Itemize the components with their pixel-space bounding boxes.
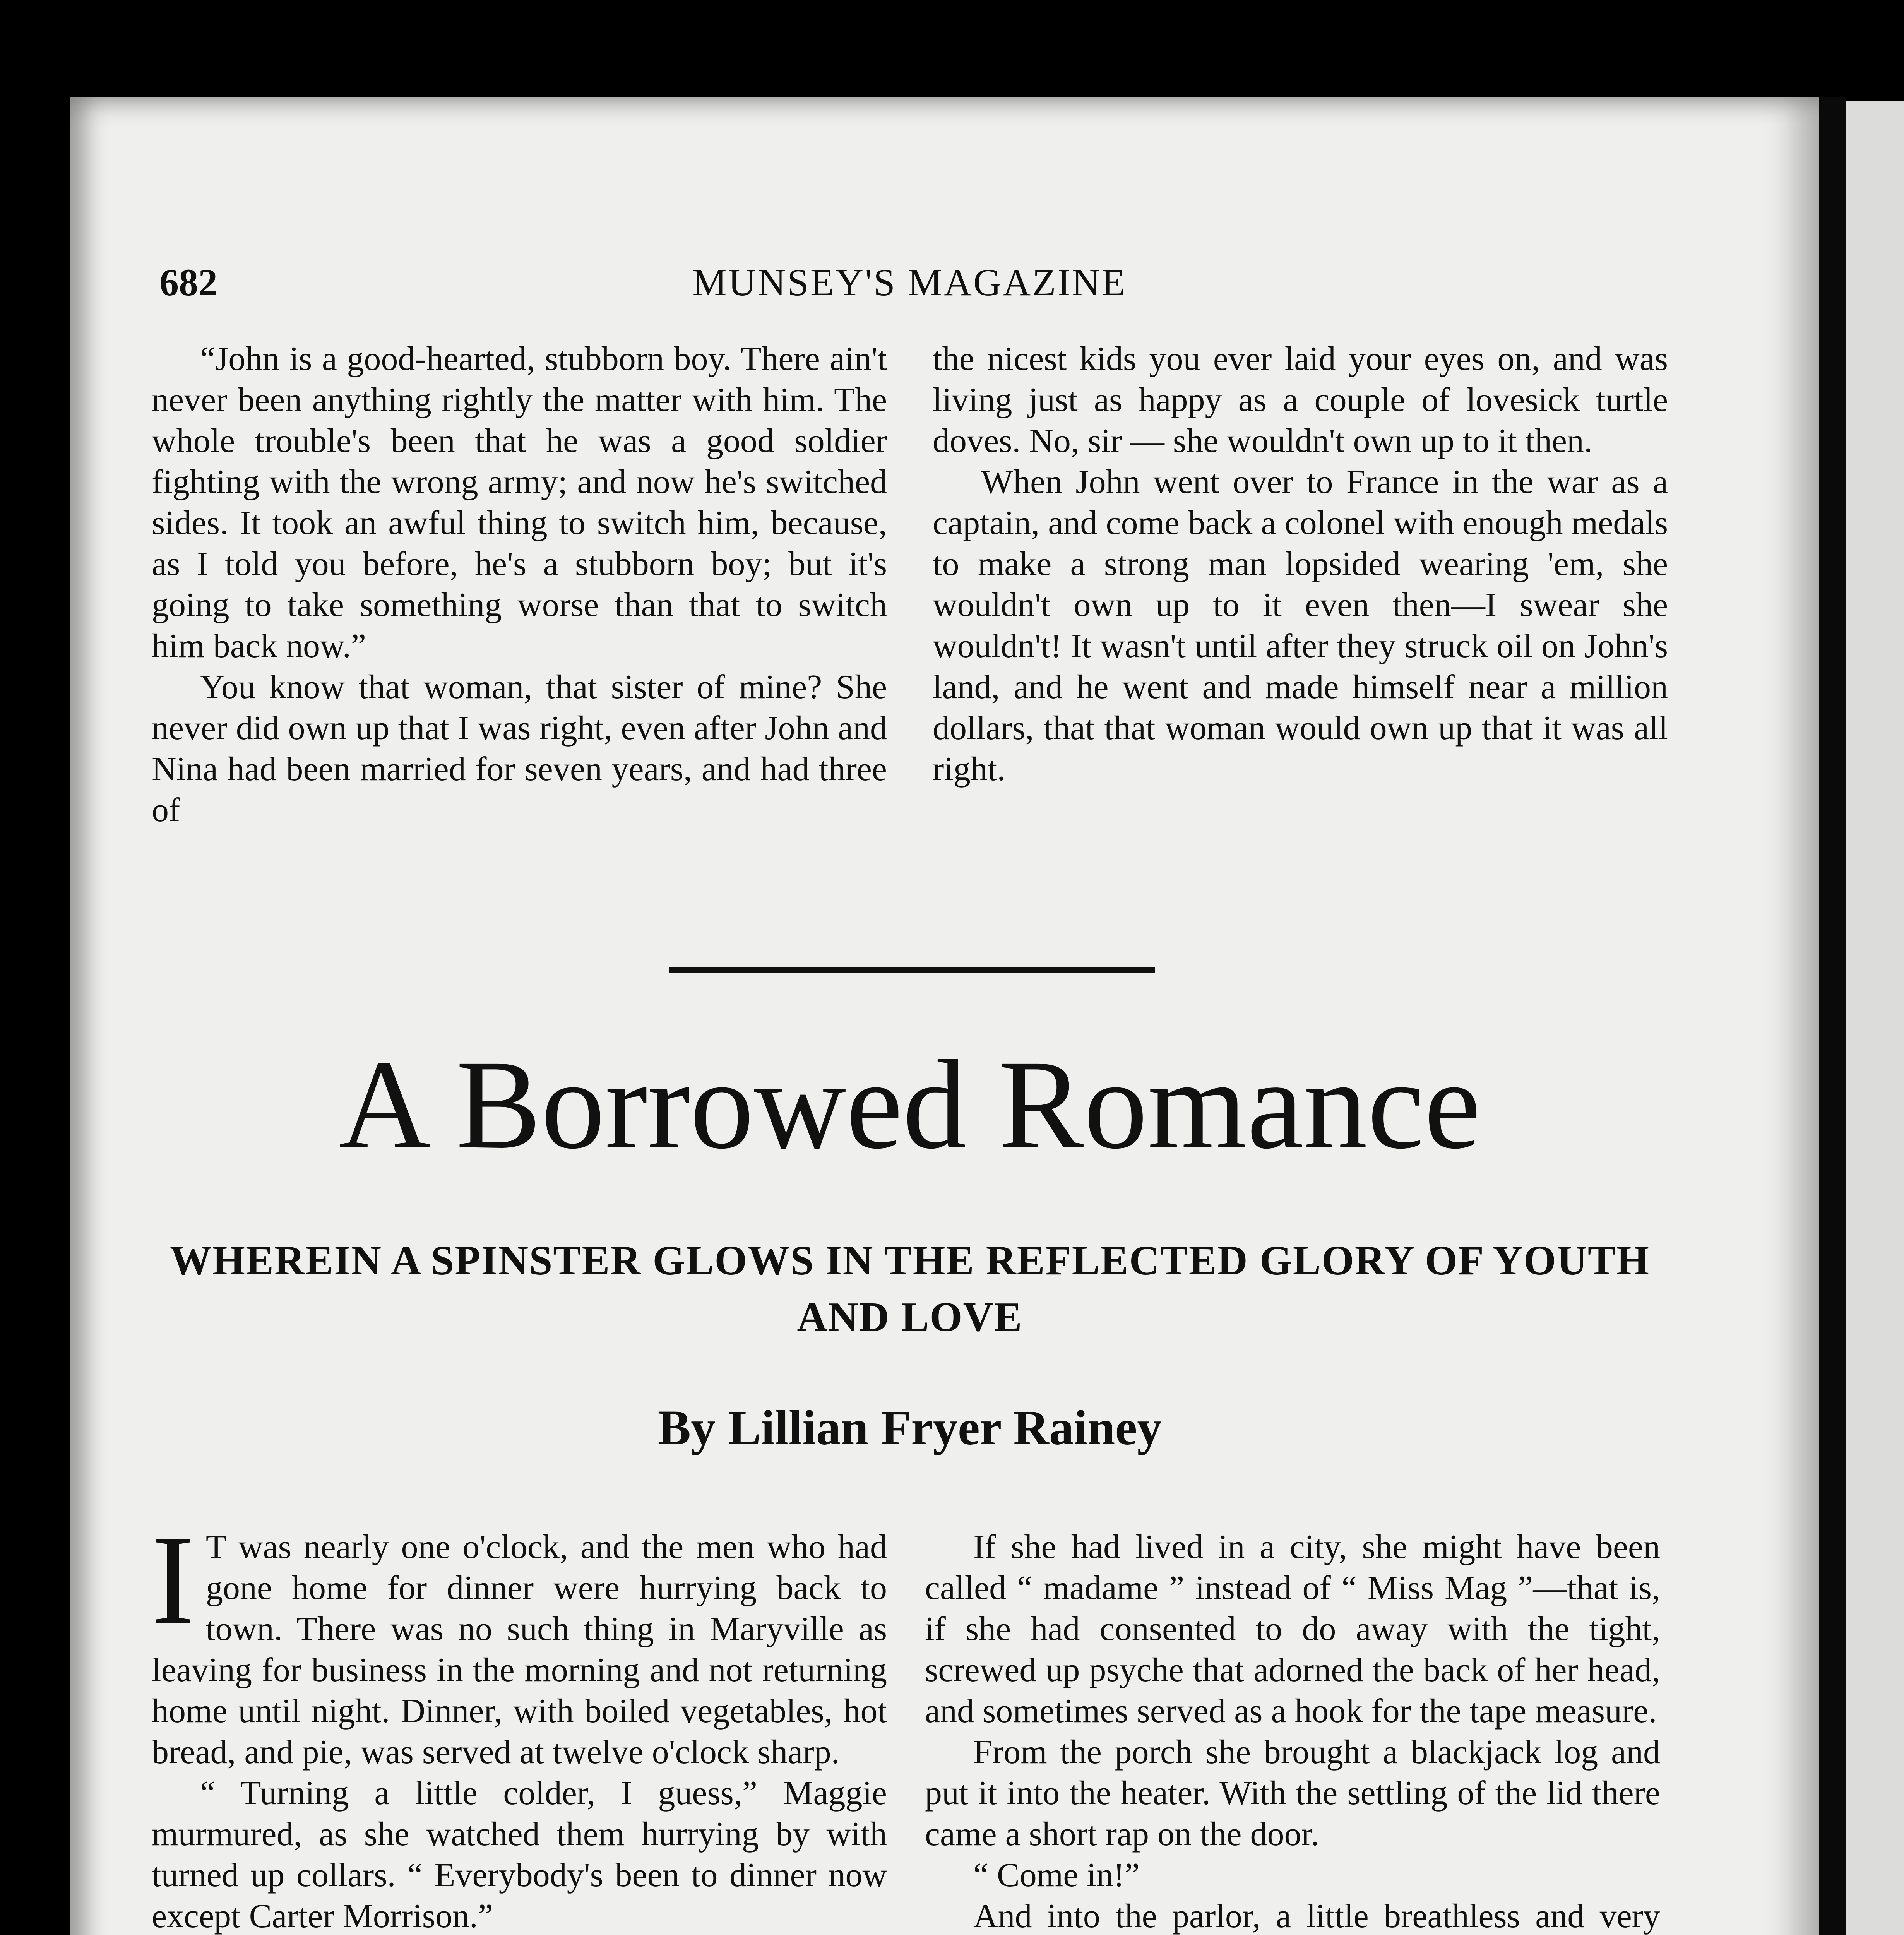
previous-story-right-column (933, 339, 1668, 790)
story-right-column (925, 1527, 1660, 1935)
section-divider-rule (669, 968, 1155, 973)
paragraph: If she had lived in a city, she might have been called “ madame ” instead of “ Miss Mag ”—that is, if she had consented to do away with the tight, screwed up psyche that adorned the back of her head, and sometimes served as a hook for the tape measure. (925, 1528, 1660, 1730)
paragraph: When John went over to France in the war as a captain, and come back a colonel with enough medals to make a strong man lopsided wearing 'em, she wouldn't own up to it even then—I swear she wouldn't! It wasn't until after they struck oil on John's land, and he went and made himself near a million dollars, that that woman would own up that it was all right. (933, 463, 1668, 788)
paragraph: You know that woman, that sister of mine? She never did own up that I was right, even after John and Nina had been married for seven years, and had three of (152, 668, 887, 829)
story-title: A Borrowed Romance (339, 1034, 1481, 1175)
paragraph: T was nearly one o'clock, and the men who had gone home for dinner were hurrying back to town. There was no such thing in Maryville as leaving for business in the morning and not returning home until night. Dinner, with boiled vegetables, hot bread, and pie, was served at twelve o'clock sharp. (152, 1528, 887, 1771)
adjacent-page-edge (1846, 101, 1904, 1935)
paragraph: And into the parlor, a little breathless and very (973, 1897, 1660, 1935)
story-left-column (152, 1509, 887, 1935)
page-number: 682 (159, 261, 217, 304)
paragraph: From the porch she brought a blackjack log and put it into the heater. With the settling of the lid there came a short rap on the door. (925, 1733, 1660, 1853)
byline: By Lillian Fryer Rainey (657, 1400, 1162, 1455)
running-head: MUNSEY'S MAGAZINE (692, 261, 1127, 304)
drop-cap: I (152, 1509, 194, 1651)
paragraph: “ Turning a little colder, I guess,” Maggie murmured, as she watched them hurrying by with turned up collars. “ Everybody's been to dinner now except Carter Morrison.” (152, 1774, 887, 1935)
story-subtitle: WHEREIN A SPINSTER GLOWS IN THE REFLECTED GLORY OF YOUTH AND LOVE (170, 1238, 1650, 1340)
paragraph: “John is a good-hearted, stubborn boy. There ain't never been anything rightly the matter with him. The whole trouble's been that he was a good soldier fighting with the wrong army; and now he's switched sides. It took an awful thing to switch him, because, as I told you before, he's a stubborn boy; but it's going to take something worse than that to switch him back now.” (152, 340, 887, 665)
previous-story-left-column (152, 339, 887, 831)
page-gutter-shadow (1819, 97, 1846, 1935)
paragraph: the nicest kids you ever laid your eyes on, and was living just as happy as a couple of lovesick turtle doves. No, sir — she wouldn't own up to it then. (933, 340, 1668, 460)
paragraph: “ Come in!” (973, 1856, 1140, 1894)
